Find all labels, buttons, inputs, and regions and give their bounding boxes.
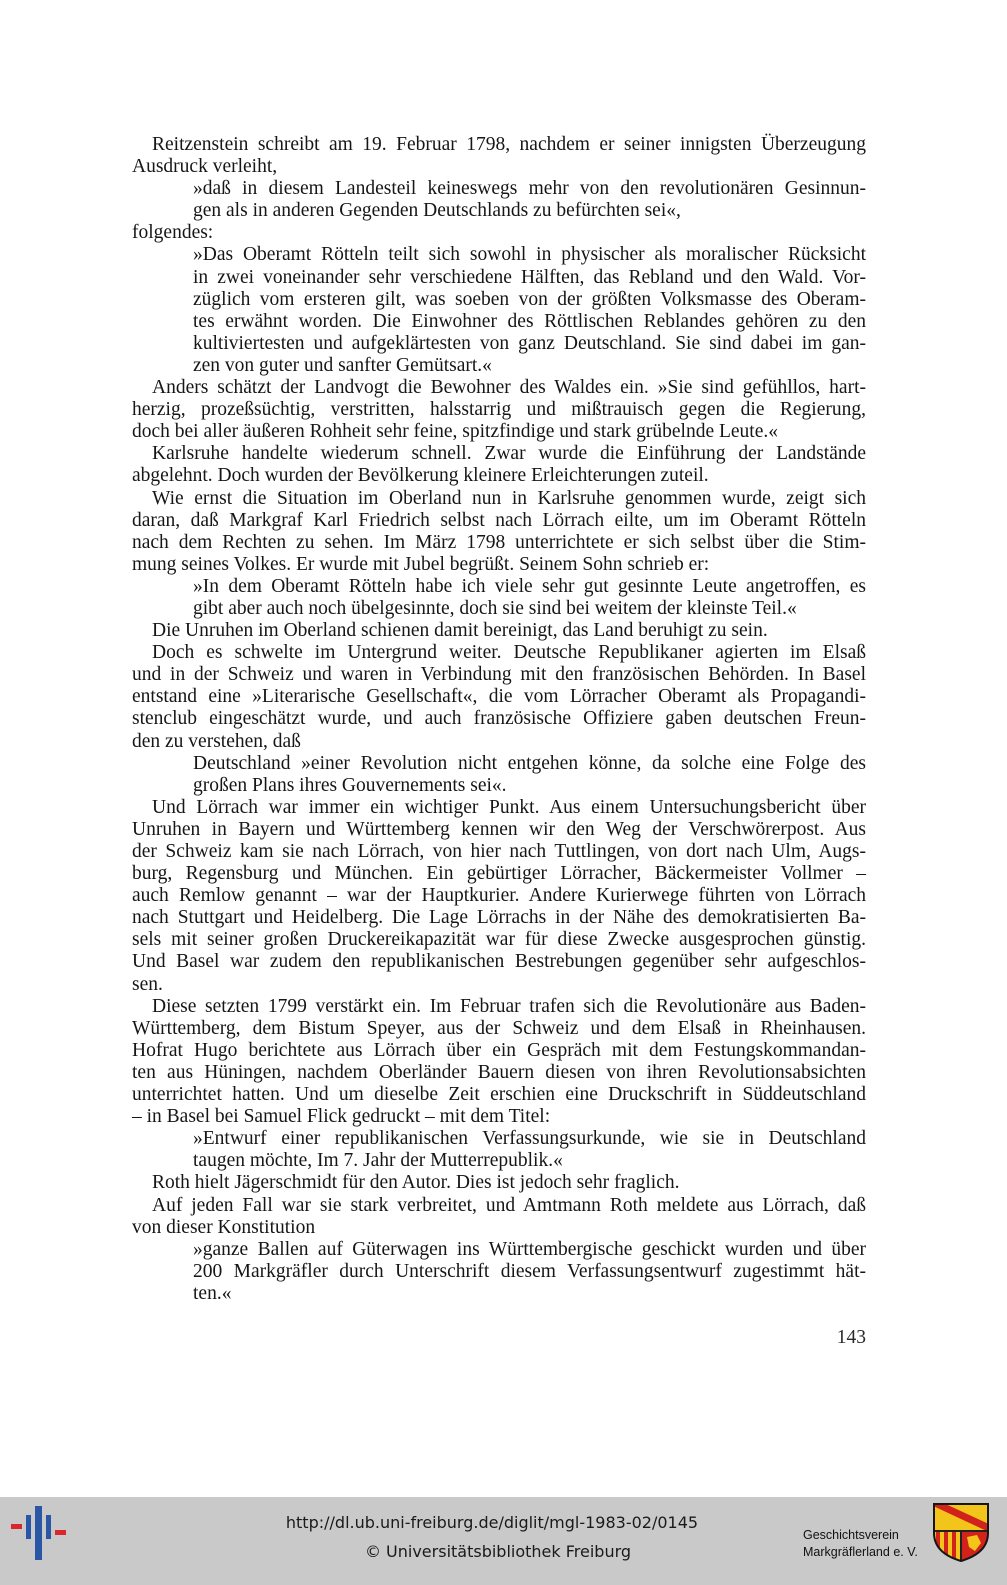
- text-line: 200 Markgräfler durch Unterschrift diesem Verfassungsentwurf zugestimmt hät-: [193, 1260, 866, 1282]
- text-line: sen.: [132, 973, 163, 995]
- text-line: »In dem Oberamt Rötteln habe ich viele sehr gut gesinnte Leute angetroffen, es: [193, 575, 866, 597]
- society-name-line: Geschichtsverein: [803, 1528, 899, 1542]
- text-line: mung seines Volkes. Er wurde mit Jubel begrüßt. Seinem Sohn schrieb er:: [132, 553, 710, 575]
- footer-bar: [0, 1497, 1007, 1585]
- text-line: Ausdruck verleiht,: [132, 156, 278, 178]
- text-line: »Das Oberamt Rötteln teilt sich sowohl in physischer als moralischer Rücksicht: [193, 244, 866, 266]
- paragraph: [132, 1195, 866, 1239]
- text-line: Württemberg, dem Bistum Speyer, aus der Schweiz und dem Elsaß in Rheinhausen.: [132, 1017, 866, 1039]
- text-line: von dieser Konstitution: [132, 1216, 316, 1238]
- text-line: unterrichtet hatten. Und um dieselbe Zeit erschien eine Druckschrift in Süddeutschland: [132, 1084, 866, 1106]
- paragraph: [132, 797, 866, 996]
- text-line: – in Basel bei Samuel Flick gedruckt – mit dem Titel:: [132, 1106, 551, 1128]
- text-line: Und Lörrach war immer ein wichtiger Punkt. Aus einem Untersuchungsbericht über: [152, 796, 866, 818]
- text-line: ten aus Hüningen, nachdem Oberländer Bauern diesen von ihren Revolutionsabsichten: [132, 1061, 866, 1083]
- text-line: gen als in anderen Gegenden Deutschlands zu befürchten sei«,: [193, 200, 681, 222]
- block-quote: [132, 576, 866, 620]
- text-line: sels mit seiner großen Druckereikapazität war für diese Zwecke ausgesprochen günstig.: [132, 929, 866, 951]
- text-line: Und Basel war zudem den republikanischen Bestrebungen gegenüber sehr aufgeschlos-: [132, 951, 866, 973]
- text-line: Die Unruhen im Oberland schienen damit bereinigt, das Land beruhigt zu sein.: [152, 620, 768, 642]
- text-line: burg, Regensburg und München. Ein gebürtiger Lörracher, Bäckermeister Vollmer –: [132, 863, 866, 885]
- text-line: gibt aber auch noch übelgesinnte, doch sie sind bei weitem der kleinste Teil.«: [193, 597, 797, 619]
- block-quote: [132, 178, 866, 222]
- text-line: zen von guter und sanfter Gemütsart.«: [193, 354, 492, 376]
- text-line: »daß in diesem Landesteil keineswegs mehr von den revolutionären Gesinnun-: [193, 178, 866, 200]
- text-line: abgelehnt. Doch wurden der Bevölkerung kleinere Erleichterungen zuteil.: [132, 465, 709, 487]
- text-line: »ganze Ballen auf Güterwagen ins Württembergische geschickt wurden und über: [193, 1238, 866, 1260]
- block-quote: [132, 1239, 866, 1305]
- text-line: und in der Schweiz und waren in Verbindung mit den französischen Behörden. In Basel: [132, 664, 866, 686]
- paragraph: [132, 488, 866, 576]
- text-line: Wie ernst die Situation im Oberland nun in Karlsruhe genommen wurde, zeigt sich: [152, 487, 866, 509]
- text-line: tes erwähnt worden. Die Einwohner des Röttlischen Reblandes gehören zu den: [193, 310, 866, 332]
- paragraph: [132, 642, 866, 752]
- paragraph: [132, 443, 866, 487]
- text-line: taugen möchte, Im 7. Jahr der Mutterrepublik.«: [193, 1150, 563, 1172]
- ub-freiburg-logo-icon: [8, 1503, 68, 1563]
- paragraph: [132, 1172, 866, 1194]
- text-line: Diese setzten 1799 verstärkt ein. Im Februar trafen sich die Revolutionäre aus Baden-: [152, 995, 866, 1017]
- paragraph: [132, 620, 866, 642]
- text-line: Deutschland »einer Revolution nicht entgehen könne, da solche eine Folge des: [193, 752, 866, 774]
- text-line: Doch es schwelte im Untergrund weiter. Deutsche Republikaner agierten im Elsaß: [152, 642, 866, 664]
- text-line: Reitzenstein schreibt am 19. Februar 1798, nachdem er seiner innigsten Überzeugung: [152, 134, 866, 155]
- paragraph: [132, 377, 866, 443]
- paragraph: [132, 996, 866, 1129]
- text-line: der Schweiz kam sie nach Lörrach, von hier nach Tuttlingen, von dort nach Ulm, Augs-: [132, 841, 866, 862]
- text-line: doch bei aller äußeren Rohheit sehr feine, spitzfindige und stark grübelnde Leute.«: [132, 421, 778, 443]
- text-line: stenclub eingeschätzt wurde, und auch französische Offiziere gaben deutschen Freun-: [132, 708, 866, 730]
- paragraph-continuation: [132, 222, 866, 244]
- copyright-notice: © Universitätsbibliothek Freiburg: [364, 1542, 632, 1561]
- document-url: http://dl.ub.uni-freiburg.de/diglit/mgl-1983-02/0145: [285, 1513, 699, 1532]
- text-line: in zwei voneinander sehr verschiedene Hälften, das Rebland und den Wald. Vor-: [193, 266, 866, 288]
- text-line: Roth hielt Jägerschmidt für den Autor. Dies ist jedoch sehr fraglich.: [152, 1172, 680, 1194]
- text-line: großen Plans ihres Gouvernements sei«.: [193, 774, 507, 796]
- text-line: züglich vom ersteren gilt, was soeben von der größten Volksmasse des Oberam-: [193, 288, 866, 310]
- text-line: daran, daß Markgraf Karl Friedrich selbst nach Lörrach eilte, um im Oberamt Rötteln: [132, 509, 866, 531]
- text-line: Hofrat Hugo berichtete aus Lörrach über ein Gespräch mit dem Festungskommandan-: [132, 1039, 866, 1061]
- text-line: »Entwurf einer republikanischen Verfassungsurkunde, wie sie in Deutschland: [193, 1128, 866, 1150]
- page-number: 143: [836, 1327, 866, 1348]
- text-line: Karlsruhe handelte wiederum schnell. Zwar wurde die Einführung der Landstände: [152, 443, 866, 465]
- text-line: ten.«: [193, 1282, 232, 1304]
- text-line: herzig, prozeßsüchtig, verstritten, halsstarrig und mißtrauisch gegen die Regierung,: [132, 399, 866, 421]
- text-line: auch Remlow genannt – war der Hauptkurier. Andere Kurierwege führten von Lörrach: [132, 885, 866, 907]
- text-line: Auf jeden Fall war sie stark verbreitet, und Amtmann Roth meldete aus Lörrach, daß: [152, 1194, 866, 1216]
- coat-of-arms-icon: [931, 1501, 991, 1563]
- society-name: [803, 1527, 918, 1561]
- text-line: nach dem Rechten zu sehen. Im März 1798 unterrichtete er sich selbst über die Stim-: [132, 531, 866, 553]
- paragraph: [132, 134, 866, 178]
- block-quote: [132, 1128, 866, 1172]
- text-line: folgendes:: [132, 222, 214, 244]
- text-line: Unruhen in Bayern und Württemberg kennen wir den Weg der Verschwörerpost. Aus: [132, 818, 866, 840]
- text-line: den zu verstehen, daß: [132, 730, 301, 752]
- text-line: entstand eine »Literarische Gesellschaft«, die vom Lörracher Oberamt als Propagandi-: [132, 686, 866, 708]
- block-quote: [132, 244, 866, 377]
- text-line: kultiviertesten und aufgeklärtesten von ganz Deutschland. Sie sind dabei im gan-: [193, 332, 866, 354]
- block-quote: [132, 753, 866, 797]
- page-body: [132, 134, 866, 1305]
- text-line: nach Stuttgart und Heidelberg. Die Lage Lörrachs in der Nähe des demokratisierten Ba-: [132, 907, 866, 929]
- text-line: Anders schätzt der Landvogt die Bewohner des Waldes ein. »Sie sind gefühllos, hart-: [152, 377, 866, 399]
- society-name-line: Markgräflerland e. V.: [803, 1545, 918, 1559]
